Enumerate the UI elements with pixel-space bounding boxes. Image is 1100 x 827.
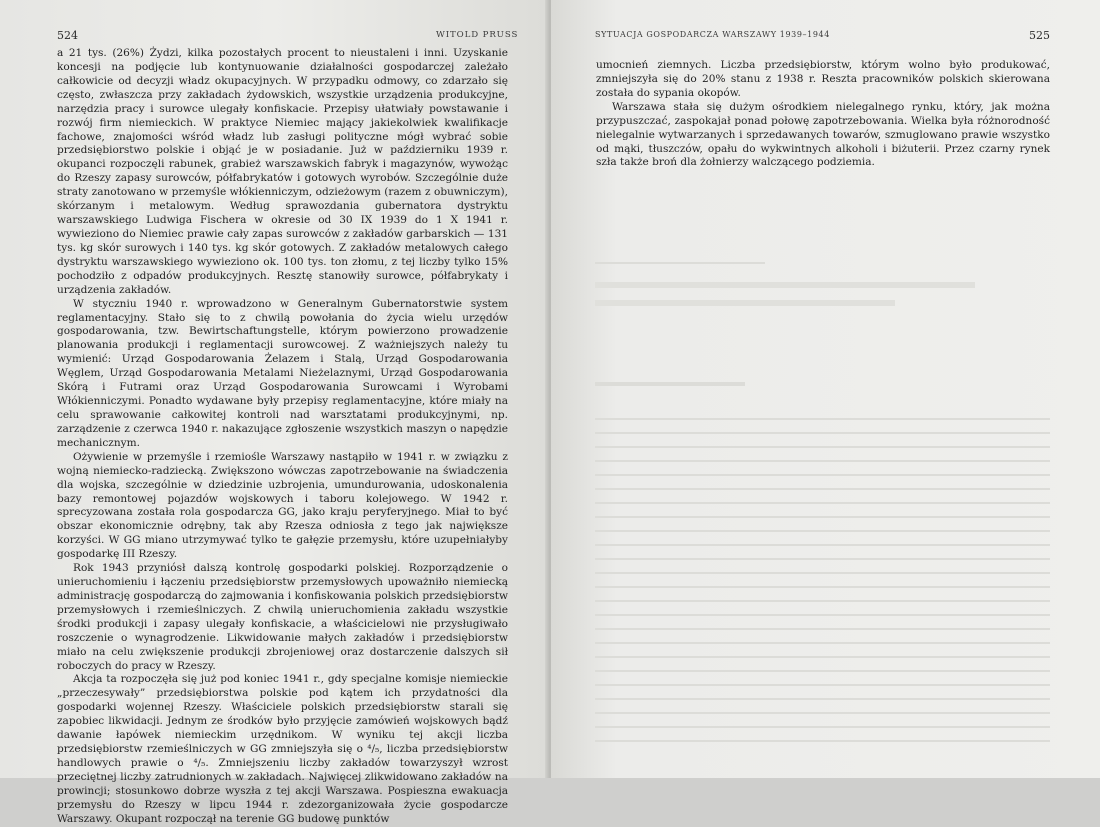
- paragraph: Akcja ta rozpoczęła się już pod koniec 1941 r., gdy specjalne komisje niemieckie „przeczesywały” przedsiębiorstwa polskie pod kątem ich przydatności dla gospodarki wojennej Rzeszy. Właściciele polskich przedsiębiorstw starali się zapobiec likwidacji. Jednym ze środków było przyjęcie zamówień wojskowych bądź dawanie łapówek niemieckim urzędnikom. W wyniku tej akcji liczba przedsiębiorstw rzemieślniczych w GG zmniejszyła się o ⁴/₅, liczba przedsiębiorstw handlowych prawie o ⁴/₅. Zmniejszeniu liczby zakładów towarzyszył wzrost przeciętnej liczby zatrudnionych w zakładach. Najwięcej zlikwidowano zakładów na prowincji; stosunkowo dobrze wyszła z tej akcji Warszawa. Pospieszna ewakuacja przemysłu do Rzeszy w lipcu 1944 r. zdezorganizowała życie gospodarcze Warszawy. Okupant rozpoczął na terenie GG budowę punktów: [57, 673, 508, 825]
- running-head-left: WITOLD PRUSS: [436, 30, 519, 40]
- paragraph: Warszawa stała się dużym ośrodkiem nielegalnego rynku, który, jak można przypuszczać, zaspokajał ponad połowę zapotrzebowania. Wielka była różnorodność nielegalnie wytwarzanych i sprzedawanych towarów, szmuglowano prawie wszystko od mąki, tłuszczów, opału do wykwintnych alkoholi i biżuterii. Przez czarny rynek szła także broń dla żołnierzy walczącego podziemia.: [596, 100, 1050, 169]
- page-number-right: 525: [1029, 29, 1050, 42]
- paragraph: Ożywienie w przemyśle i rzemiośle Warszawy nastąpiło w 1941 r. w związku z wojną niemiecko-radziecką. Zwiększono wówczas zapotrzebowanie na świadczenia dla wojska, szczególnie w dziedzinie uzbrojenia, umundurowania, udoskonalenia bazy remontowej pojazdów wojskowych i taboru kolejowego. W 1942 r. sprecyzowana została rola gospodarcza GG, jako kraju peryferyjnego. Miał to być obszar ekonomicznie odrębny, tak aby Rzesza odniosła z tego jak największe korzyści. W GG miano utrzymywać tylko te gałęzie przemysłu, które uzupełniałyby gospodarkę III Rzeszy.: [57, 450, 508, 561]
- right-page: [551, 0, 1100, 778]
- left-page: [0, 0, 549, 825]
- left-body-text: [57, 47, 508, 827]
- paragraph: W styczniu 1940 r. wprowadzono w Generalnym Gubernatorstwie system reglamentacyjny. Stało się to z chwilą powołania do życia wielu urzędów gospodarowania, tzw. Bewirtschaftungstelle, którym powierzono prowadzenie planowania produkcji i reglamentacji surowcowej. Z ważniejszych należy tu wymienić: Urząd Gospodarowania Żelazem i Stalą, Urząd Gospodarowania Węglem, Urząd Gospodarowania Metalami Nieżelaznymi, Urząd Gospodarowania Skórą i Futrami oraz Urząd Gospodarowania Surowcami i Wyrobami Włókienniczymi. Ponadto wydawane były przepisy reglamentacyjne, które miały na celu sprawowanie całkowitej kontroli nad warsztatami produkcyjnymi, np. zarządzenie z czerwca 1940 r. nakazujące zgłoszenie wszystkich maszyn o napędzie mechanicznym.: [57, 297, 508, 449]
- running-head-right: SYTUACJA GOSPODARCZA WARSZAWY 1939–1944: [595, 30, 830, 39]
- right-body-text: [596, 59, 1050, 170]
- paragraph: Rok 1943 przyniósł dalszą kontrolę gospodarki polskiej. Rozporządzenie o unieruchomieniu i łączeniu przedsiębiorstw przemysłowych upoważniło niemiecką administrację gospodarczą do zajmowania i konfiskowania polskich przedsiębiorstw przemysłowych i rzemieślniczych. Z chwilą unieruchomienia zakładu wszystkie środki produkcji i zapasy ulegały konfiskacie, a właścicielowi nie przysługiwało roszczenie o wynagrodzenie. Likwidowanie małych zakładów i przedsiębiorstw miało na celu zwiększenie produkcji zbrojeniowej oraz dostarczenie dalszych sił roboczych do pracy w Rzeszy.: [57, 562, 508, 672]
- paragraph: umocnień ziemnych. Liczba przedsiębiorstw, którym wolno było produkować, zmniejszyła się do 20% stanu z 1938 r. Reszta pracowników polskich skierowana została do sypania okopów.: [596, 59, 1050, 99]
- page-number-left: 524: [57, 29, 78, 42]
- paragraph: a 21 tys. (26%) Żydzi, kilka pozostałych procent to nieustaleni i inni. Uzyskanie koncesji na podjęcie lub kontynuowanie działalności gospodarczej zależało całkowicie od decyzji władz okupacyjnych. W przypadku odmowy, co zdarzało się często, zwłaszcza przy zakładach żydowskich, wszystkie urządzenia produkcyjne, narzędzia pracy i surowce ulegały konfiskacie. Przepisy ułatwiały powstawanie i rozwój firm niemieckich. W praktyce Niemiec mający jakiekolwiek kwalifikacje fachowe, znajomości wśród władz lub zasługi polityczne mógł wybrać sobie przedsiębiorstwo polskie i objąć je w posiadanie. Już w październiku 1939 r. okupanci rozpoczęli rabunek, grabież warszawskich fabryk i magazynów, wywożąc do Rzeszy zapasy surowców, półfabrykatów i gotowych wyrobów. Szczególnie duże straty zanotowano w przemyśle włókienniczym, odzieżowym (razem z obuwniczym), skórzanym i metalowym. Według sprawozdania gubernatora dystryktu warszawskiego Ludwiga Fischera w okresie od 30 IX 1939 do 1 X 1941 r. wywieziono do Niemiec prawie cały zapas surowców z zakładów garbarskich — 131 tys. kg skór surowych i 140 tys. kg skór gotowych. Z zakładów metalowych całego dystryktu warszawskiego wywieziono ok. 100 tys. ton złomu, z tej liczby tylko 15% pochodziło z odpadów produkcyjnych. Resztę stanowiły surowce, półfabrykaty i urządzenia zakładów.: [57, 47, 508, 296]
